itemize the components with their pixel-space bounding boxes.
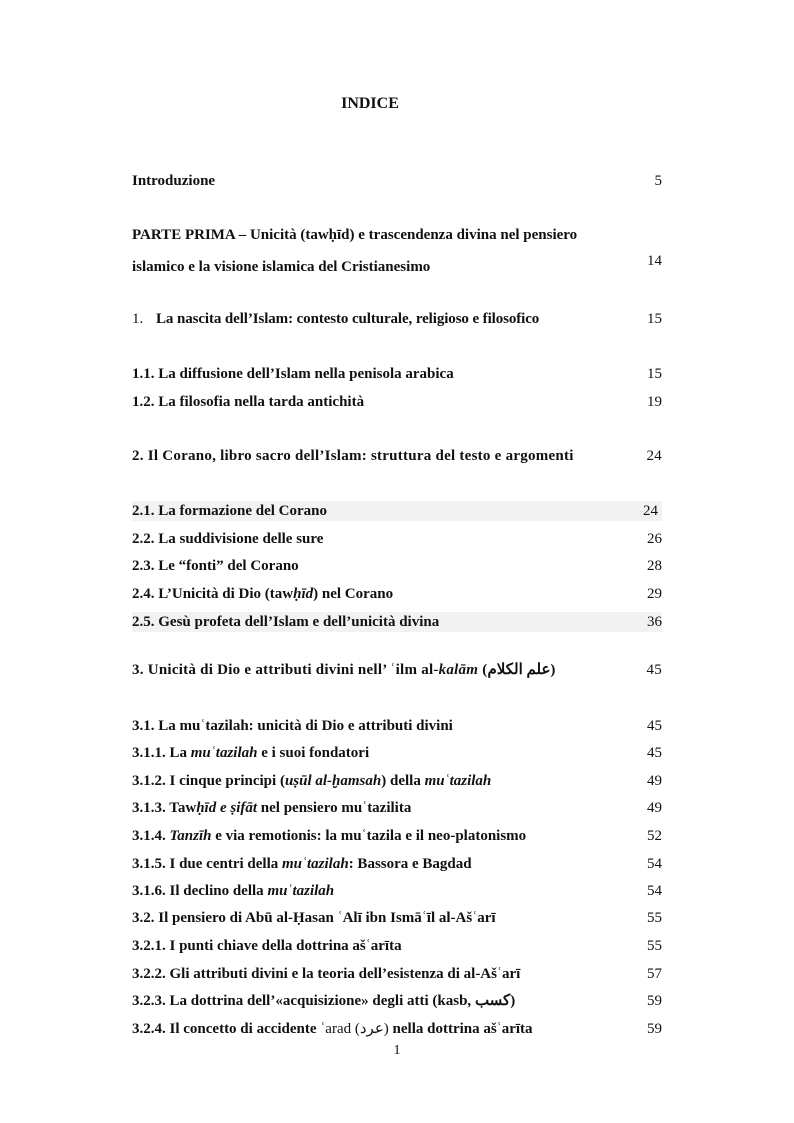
toc-entry-3-1-3[interactable] <box>132 798 662 818</box>
toc-entry-page: 24 <box>643 503 658 519</box>
toc-entry-2-5[interactable] <box>132 612 662 632</box>
toc-entry-1-1[interactable] <box>132 364 662 384</box>
toc-entry-label: 1.2. La filosofia nella tarda antichità <box>132 394 365 410</box>
toc-entry-3-2-2[interactable] <box>132 964 662 984</box>
toc-entry-page: 59 <box>647 1021 662 1037</box>
toc-entry-label: 3.2.2. Gli attributi divini e la teoria dell’esistenza di al-Ašʿarī <box>132 966 521 982</box>
toc-entry-label: 3.1.1. La muʿtazilah e i suoi fondatori <box>132 745 370 761</box>
toc-entry-number: 1. <box>132 311 144 327</box>
toc-entry-page: 55 <box>647 938 662 954</box>
toc-entry-label: 2.4. L’Unicità di Dio (tawḥīd) nel Corano <box>132 586 394 602</box>
toc-entry-label: Introduzione <box>132 173 216 189</box>
toc-entry-3-2-3[interactable] <box>132 991 662 1011</box>
toc-entry-3-1-1[interactable] <box>132 743 662 763</box>
toc-entry-page: 45 <box>647 718 662 734</box>
toc-entry-introduzione[interactable] <box>132 171 662 191</box>
page-title: INDICE <box>341 95 399 112</box>
toc-entry-page: 54 <box>647 883 662 899</box>
toc-entry-label: 3.2. Il pensiero di Abū al-Ḥasan ʿAlī ibn Ismāʿīl al-Ašʿarī <box>132 910 496 926</box>
toc-entry-page: 26 <box>647 531 662 547</box>
toc-entry-page: 49 <box>647 773 662 789</box>
toc-entry-2-4[interactable] <box>132 584 662 604</box>
toc-entry-label: 1.1. La diffusione dell’Islam nella penisola arabica <box>132 366 454 382</box>
toc-entry-page: 57 <box>647 966 662 982</box>
toc-entry-parte-prima[interactable] <box>132 219 662 281</box>
toc-entry-3-1[interactable] <box>132 716 662 736</box>
toc-entry-page: 36 <box>647 614 662 630</box>
toc-entry-page: 52 <box>647 828 662 844</box>
toc-entry-label: 2.3. Le “fonti” del Corano <box>132 558 299 574</box>
toc-entry-page: 19 <box>647 394 662 410</box>
toc-entry-label: La nascita dell’Islam: contesto culturale, religioso e filosofico <box>156 311 540 327</box>
toc-entry-page: 55 <box>647 910 662 926</box>
toc-entry-3-1-5[interactable] <box>132 854 662 874</box>
toc-entry-page: 24 <box>646 448 662 464</box>
toc-entry-page: 15 <box>647 366 662 382</box>
toc-entry-label: PARTE PRIMA – Unicità (tawḥīd) e trascendenza divina nel pensiero islamico e la visione islamica del Cristianesimo <box>132 227 578 275</box>
toc-entry-2-3[interactable] <box>132 556 662 576</box>
toc-entry-label: 3.2.1. I punti chiave della dottrina ašʿarīta <box>132 938 402 954</box>
toc-entry-label: 3.2.4. Il concetto di accidente ʿarad (عرد) nella dottrina ašʿarīta <box>132 1021 533 1037</box>
toc-entry-2-2[interactable] <box>132 529 662 549</box>
toc-entry-label: 3.1.2. I cinque principi (uṣūl al-ḫamsah) della muʿtazilah <box>132 773 492 789</box>
toc-entry-label: 3. Unicità di Dio e attributi divini nell’ ʿilm al-kalām (علم الكلام) <box>132 662 556 678</box>
toc-entry-2-1[interactable] <box>132 501 662 521</box>
toc-entry-label: 2.5. Gesù profeta dell’Islam e dell’unicità divina <box>132 614 440 630</box>
toc-entry-3-2-4[interactable] <box>132 1019 662 1039</box>
toc-entry-label: 3.1.6. Il declino della muʿtazilah <box>132 883 335 899</box>
page-number: 1 <box>393 1043 401 1058</box>
toc-entry-chapter-2[interactable] <box>132 446 662 466</box>
toc-entry-page: 14 <box>647 253 662 269</box>
toc-entry-label: 3.1.4. Tanzīh e via remotionis: la muʿtazila e il neo-platonismo <box>132 828 527 844</box>
toc-entry-label: 2. Il Corano, libro sacro dell’Islam: struttura del testo e argomenti <box>132 448 574 464</box>
toc-entry-page: 15 <box>647 311 662 327</box>
toc-entry-3-1-4[interactable] <box>132 826 662 846</box>
toc-entry-3-1-2[interactable] <box>132 771 662 791</box>
toc-entry-page: 45 <box>647 745 662 761</box>
toc-entry-page: 5 <box>654 173 662 189</box>
toc-entry-3-1-6[interactable] <box>132 881 662 901</box>
toc-entry-page: 54 <box>647 856 662 872</box>
toc-entry-3-2[interactable] <box>132 908 662 928</box>
toc-entry-page: 59 <box>647 993 662 1009</box>
toc-entry-chapter-1[interactable] <box>132 309 662 329</box>
toc-entry-chapter-3[interactable] <box>132 660 662 680</box>
toc-entry-label: 3.2.3. La dottrina dell’«acquisizione» degli atti (kasb, كسب) <box>132 993 516 1009</box>
toc-entry-1-2[interactable] <box>132 392 662 412</box>
toc-entry-label: 3.1. La muʿtazilah: unicità di Dio e attributi divini <box>132 718 453 734</box>
toc-entry-label: 3.1.5. I due centri della muʿtazilah: Bassora e Bagdad <box>132 856 472 872</box>
toc-entry-page: 45 <box>646 662 662 678</box>
toc-entry-label: 3.1.3. Tawḥīd e ṣifāt nel pensiero muʿtazilita <box>132 800 412 816</box>
toc-entry-label: 2.2. La suddivisione delle sure <box>132 531 324 547</box>
toc-entry-page: 29 <box>647 586 662 602</box>
toc-entry-page: 49 <box>647 800 662 816</box>
toc-entry-page: 28 <box>647 558 662 574</box>
toc-entry-label: 2.1. La formazione del Corano <box>132 503 327 519</box>
toc-entry-3-2-1[interactable] <box>132 936 662 956</box>
